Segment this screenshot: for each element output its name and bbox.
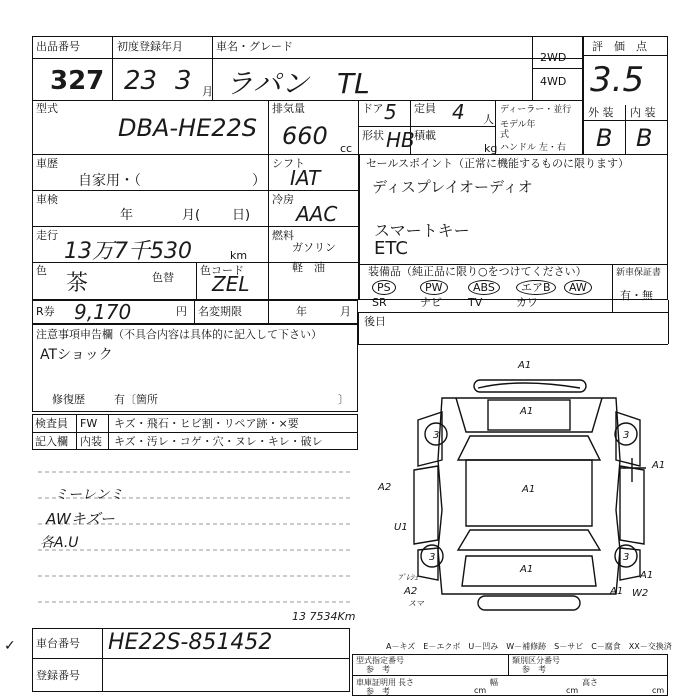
- first-reg-month: 3: [175, 66, 192, 96]
- yen-unit: 円: [176, 305, 187, 318]
- cm-1: cm: [474, 686, 487, 695]
- cm-3: cm: [652, 686, 665, 695]
- cc-unit: cc: [340, 142, 353, 155]
- equipment-item: PW: [420, 280, 448, 295]
- exterior-grade: B: [596, 124, 613, 152]
- damage-label: A1: [520, 564, 534, 575]
- name-change-year: 年: [296, 305, 307, 318]
- damage-label: 3: [429, 552, 436, 563]
- length-label: 長さ: [398, 678, 414, 687]
- name-change-label: 名変期限: [198, 305, 242, 318]
- 4wd-label: 4WD: [540, 75, 567, 88]
- fuel-label: 燃料: [272, 229, 294, 242]
- 2wd-label: 2WD: [540, 51, 567, 64]
- chassis-no-label: 車台番号: [36, 637, 80, 650]
- cm-2: cm: [566, 686, 579, 695]
- first-reg-year: 23: [124, 66, 158, 96]
- load-label: 積載: [414, 129, 436, 142]
- damage-label: 3: [433, 430, 440, 441]
- kg-unit: kg: [484, 142, 498, 155]
- first-reg-label: 初度登録年月: [117, 40, 183, 53]
- equipment-item: ナビ: [420, 296, 442, 309]
- equipment-item: AW: [564, 280, 592, 295]
- equipment-item: SR: [372, 296, 387, 309]
- equipment-item: TV: [468, 296, 483, 309]
- shape-label: 形状: [362, 129, 384, 142]
- rear-label: 後日: [364, 315, 386, 328]
- reg-length-label: 車庫証明用: [356, 678, 396, 687]
- model-value: DBA-HE22S: [118, 114, 258, 142]
- diagram-note: ﾌﾟﾚｼｭ: [398, 573, 418, 582]
- history-value: 自家用・（: [78, 173, 141, 189]
- score-value: 3.5: [590, 60, 645, 100]
- km-unit: km: [230, 249, 248, 262]
- damage-label: A1: [518, 360, 532, 371]
- equipment-item: カワ: [516, 296, 538, 309]
- notes-label: 注意事項申告欄（不具合内容は具体的に記入して下さい）: [36, 328, 322, 341]
- int-marks: キズ・汚レ・コゲ・穴・ヌレ・キレ・破レ: [114, 435, 323, 448]
- type-designation-label: 型式指定番号: [356, 656, 404, 665]
- inspector-label: 検査員: [35, 417, 68, 430]
- repair-label: 修復歴: [52, 393, 85, 406]
- capacity-label: 定員: [414, 102, 436, 115]
- entry-label: 記入欄: [35, 435, 68, 448]
- damage-label: A2: [404, 586, 418, 597]
- int-label: 内装: [80, 435, 102, 448]
- car-name-value: ラパン TL: [225, 67, 370, 100]
- model-year-label: モデル年式: [500, 120, 536, 140]
- handwritten-note-3: 各A.U: [40, 535, 79, 551]
- displacement-value: 660: [282, 122, 328, 150]
- exterior-label: 外 装: [588, 106, 614, 119]
- checkmark: ✓: [4, 638, 16, 654]
- ref-label-1: 参 考: [366, 665, 390, 674]
- new-warranty-label: 新車保証書: [616, 268, 662, 278]
- capacity-value: 4: [452, 100, 465, 124]
- insp-day-unit: 日): [232, 208, 251, 223]
- ac-label: 冷房: [272, 193, 294, 206]
- equipment-grid: [366, 278, 608, 312]
- shift-value: IAT: [290, 166, 321, 190]
- ac-value: AAC: [296, 202, 338, 226]
- class-code-label: 類別区分番号: [512, 656, 560, 665]
- car-damage-diagram: [370, 350, 670, 620]
- diagram-note-2: スマ: [408, 599, 424, 608]
- displacement-label: 排気量: [272, 102, 305, 115]
- mileage-value: 13万7千530: [64, 239, 192, 264]
- ref-label-2: 参 考: [522, 665, 546, 674]
- month-unit: 月: [202, 85, 213, 98]
- handwritten-note-1: ミーレンミ: [54, 487, 124, 503]
- doors-label: ドア: [362, 102, 384, 115]
- car-name-label: 車名・グレード: [216, 40, 293, 53]
- bottom-note: 13 7534Km: [292, 610, 356, 623]
- damage-label: 3: [623, 430, 630, 441]
- repair-value: 有〔箇所: [114, 393, 158, 406]
- damage-label: A1: [652, 460, 666, 471]
- lot-no-value: 327: [50, 66, 105, 96]
- damage-label: A1: [520, 406, 534, 417]
- sales-point-2: スマートキー: [374, 221, 470, 240]
- damage-label: W2: [632, 588, 649, 599]
- repair-close: 〕: [338, 393, 349, 406]
- damage-label: 3: [623, 552, 630, 563]
- sales-point-1: ディスプレイオーディオ: [372, 178, 533, 196]
- fuel-diesel: 軽 油: [292, 261, 325, 274]
- fw-label: FW: [80, 417, 98, 430]
- warranty-value: 有・無: [620, 289, 653, 302]
- ref-label-3: 参 考: [366, 687, 390, 696]
- damage-label: A1: [640, 570, 654, 581]
- dealer-label: ディーラー・並行: [500, 105, 572, 115]
- damage-label: A1: [522, 484, 536, 495]
- notes-value: ATショック: [40, 347, 113, 363]
- ext-marks: キズ・飛石・ヒビ割・リペア跡・×要: [114, 417, 299, 430]
- color-label: 色: [36, 264, 47, 277]
- shift-label: シフト: [272, 157, 305, 170]
- fuel-gas: ガソリン: [292, 241, 336, 254]
- handwritten-note-2: AWキズー: [46, 510, 115, 528]
- notes-lines: [32, 450, 362, 620]
- insp-year-unit: 年: [120, 208, 134, 223]
- mileage-label: 走行: [36, 229, 58, 242]
- color-code-label: 色コード: [200, 264, 244, 277]
- damage-label: A1: [610, 586, 624, 597]
- sales-point-label: セールスポイント（正常に機能するものに限ります）: [366, 157, 630, 170]
- history-close: ）: [252, 173, 266, 189]
- shape-value: HB: [386, 128, 415, 152]
- doors-value: 5: [384, 100, 397, 124]
- color-value: 茶: [66, 271, 89, 296]
- color-code-value: ZEL: [212, 272, 250, 296]
- chassis-no-value: HE22S-851452: [108, 630, 273, 655]
- recycle-value: 9,170: [74, 300, 132, 324]
- equipment-label: 装備品（純正品に限り○をつけてください）: [368, 265, 587, 278]
- model-label: 型式: [36, 102, 58, 115]
- color-change-label: 色替: [152, 271, 174, 284]
- interior-grade: B: [636, 124, 653, 152]
- equipment-item: ABS: [468, 280, 500, 295]
- damage-label: U1: [394, 522, 408, 533]
- history-label: 車歴: [36, 157, 58, 170]
- handle-label: ハンドル 左・右: [500, 143, 566, 153]
- recycle-label: R券: [36, 305, 55, 318]
- reg-no-label: 登録番号: [36, 669, 80, 682]
- equipment-item: PS: [372, 280, 396, 295]
- damage-label: A2: [378, 482, 392, 493]
- insp-month-unit: 月(: [182, 208, 201, 223]
- equipment-item: エアB: [516, 280, 556, 295]
- name-change-month: 月: [340, 305, 351, 318]
- sales-point-3: ETC: [374, 238, 408, 259]
- height-label: 高さ: [582, 678, 598, 687]
- score-label: 評 価 点: [592, 40, 647, 53]
- inspection-label: 車検: [36, 193, 58, 206]
- legend: A－キズ E－エクボ U－凹み W－補修跡 S－サビ C－腐食 XX－交換済: [386, 642, 672, 651]
- person-unit: 人: [483, 113, 494, 126]
- width-label: 幅: [490, 678, 498, 687]
- interior-label: 内 装: [630, 106, 656, 119]
- lot-no-label: 出品番号: [36, 40, 80, 53]
